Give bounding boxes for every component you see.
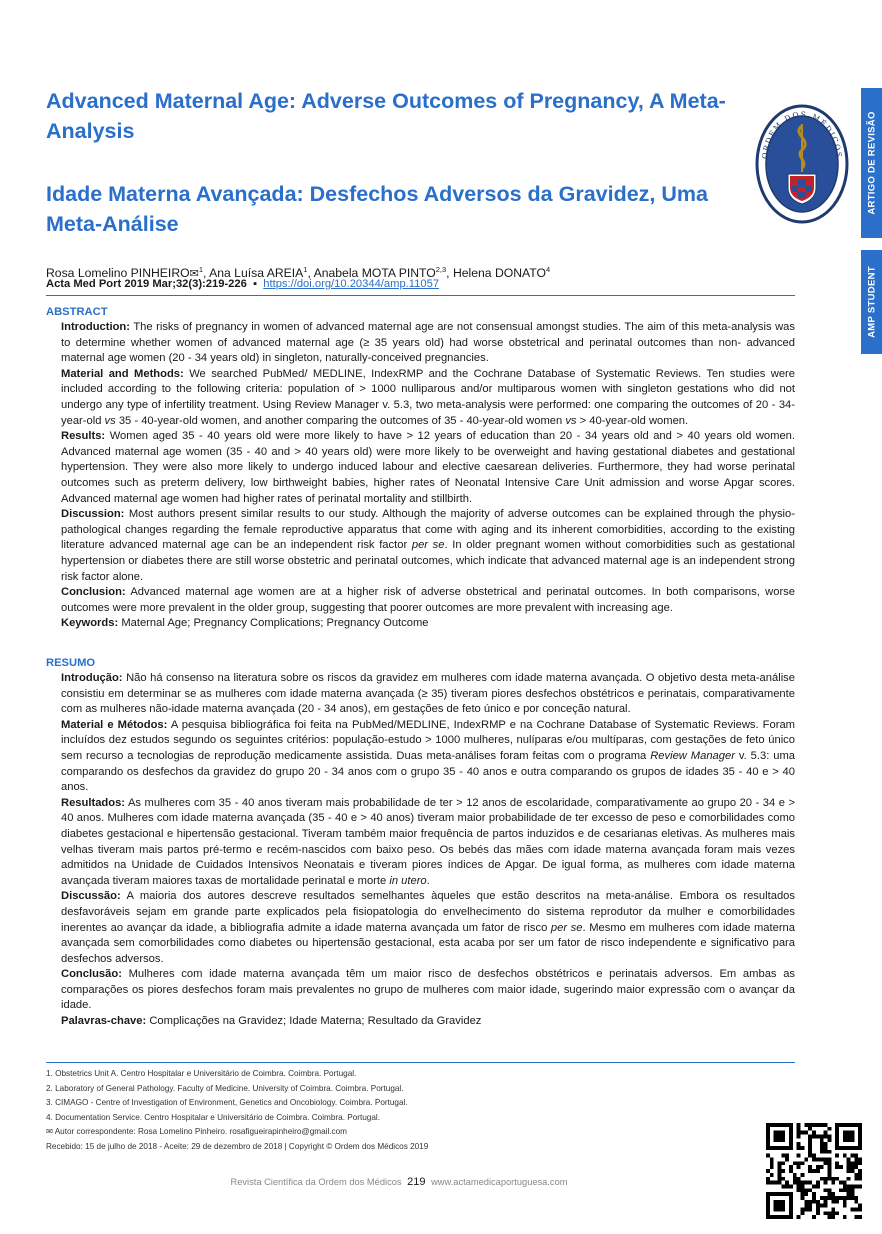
label: Palavras-chave: <box>61 1015 147 1028</box>
label: Material and Methods: <box>61 367 184 380</box>
abstract-introduction <box>61 320 795 367</box>
author-affiliation: 1 <box>303 265 308 274</box>
resumo-metodos <box>61 718 795 796</box>
resumo-palavras-chave <box>61 1014 795 1030</box>
text: > 40-year-old women. <box>576 414 689 427</box>
corresponding-author-text: Autor correspondente: Rosa Lomelino Pinheiro. rosafigueirapinheiro@gmail.com <box>54 1127 348 1137</box>
text: Complicações na Gravidez; Idade Materna; Resultado da Gravidez <box>149 1015 482 1028</box>
abstract-results <box>61 429 795 507</box>
label: Conclusão: <box>61 968 122 981</box>
label: Discussão: <box>61 890 121 903</box>
text-italic: vs <box>104 414 116 427</box>
abstract-conclusion <box>61 585 795 616</box>
abstract-keywords <box>61 616 795 632</box>
text: As mulheres com 35 - 40 anos tiveram mais probabilidade de ter > 12 anos de escolaridade, comparativamente ao grupo 20 - 34 e > 40 anos. Mulheres com idade materna avançada (35 - 40 e > 40 anos) tiveram maior probabilidade de ter excesso de peso e comorbilidades como diabetes gestacional e hipertensão gestacional. Tiveram também maior frequência de partos induzidos e de cesarianas eletivas. As mulheres mais velhas tiveram mais partos pré-termo e recém-nascidos com baixo peso. Os bebés das mães com idade materna avançada foram mais vezes admitidos na Unidade de Cuidados Intensivos Neonatais e tiveram piores índices de Apgar. De igual forma, as mulheres com idade materna avançada tiveram maiores taxas de mortalidade perinatal e morte <box>61 796 795 887</box>
text: Maternal Age; Pregnancy Complications; Pregnancy Outcome <box>121 617 429 630</box>
author-name: Helena DONATO <box>452 266 546 281</box>
page-number: 219 <box>407 1176 426 1188</box>
section-tab-student-label: AMP STUDENT <box>866 266 877 338</box>
abstract-discussion <box>61 507 795 585</box>
abstract-body <box>61 320 795 632</box>
citation-line <box>46 277 806 292</box>
label: Introdução: <box>61 672 123 684</box>
author-name: Anabela MOTA PINTO <box>313 266 436 281</box>
affiliation-footnote: 3. CIMAGO - Centre of Investigation of Environment, Genetics and Oncobiology. Coimbra. Portugal. <box>46 1098 408 1108</box>
author-affiliation: 2,3 <box>435 265 447 274</box>
abstract-methods <box>61 367 795 429</box>
received-accepted-dates: Recebido: 15 de julho de 2018 - Aceite: 29 de dezembro de 2018 | Copyright © Ordem dos Médicos 2019 <box>46 1141 429 1151</box>
citation-separator: ▪ <box>253 278 258 290</box>
text: Advanced maternal age women are at a higher risk of adverse obstetrical and perinatal outcomes. In both comparisons, worse outcomes were more prevalent in the older group, suggesting that poorer outcomes are more prevalent with increasing age. <box>61 586 795 614</box>
text: The risks of pregnancy in women of advanced maternal age are not consensual amongst studies. The aim of this meta-analysis was to determine whether women of advanced maternal age (≥ 35 years old) had worse obstetrical and perinatal outcomes than non- advanced maternal age women (20 - 34 years old) in singleton, naturally-conceived pregnancies. <box>61 321 795 365</box>
seal-ring-text: ORDEM DOS MÉDICOS <box>760 109 844 160</box>
affiliation-footnote: 4. Documentation Service. Centro Hospitalar e Universitário de Coimbra. Coimbra. Portugal. <box>46 1112 381 1122</box>
resumo-body <box>61 671 795 1030</box>
affiliation-footnote: 2. Laboratory of General Pathology. Faculty of Medicine. University of Coimbra. Coimbra. Portugal. <box>46 1083 404 1093</box>
ordem-dos-medicos-seal-icon <box>755 102 849 226</box>
label: Introduction: <box>61 321 130 333</box>
footer-website: www.actamedicaportuguesa.com <box>431 1177 568 1187</box>
affiliation-footnote: 1. Obstetrics Unit A. Centro Hospitalar e Universitário de Coimbra. Coimbra. Portugal. <box>46 1069 357 1078</box>
article-title-portuguese: Idade Materna Avançada: Desfechos Adversos da Gravidez, Uma Meta-Análise <box>46 182 708 236</box>
header-divider <box>46 295 795 296</box>
text: . Mesmo em mulheres com idade materna avançada sem comorbilidades como diabetes ou hipertensão gestacional, esta acaba por ser um fator de risco independente e significativo para desfechos adversos. <box>61 921 796 965</box>
text: Women aged 35 - 40 years old were more likely to have > 12 years of education than 20 - 34 years old and > 40 years old women. Advanced maternal age women (35 - 40 and > 40 years old) were more likely to be overweight and having gestational diabetes and gestational hypertension. They were also more likely to undergo induced labour and elective caesarean deliveries. Furthermore, they had worse perinatal outcomes such as preterm delivery, low birthweight babies, higher rates of Neonatal Intensive Care Unit admission and worse Apgar scores. Advanced maternal age women had higher rates of perinatal mortality and stillbirth. <box>61 430 795 505</box>
label: Material e Métodos: <box>61 718 168 731</box>
text-italic: in utero <box>389 874 427 887</box>
doi-link[interactable]: https://doi.org/10.20344/amp.11057 <box>263 278 440 290</box>
journal-citation: Acta Med Port 2019 Mar;32(3):219-226 <box>46 278 247 290</box>
text: . In older pregnant women without comorbidities such as gestational hypertension or diabetes there are still worse obstetric and perinatal outcomes, which indicate that advanced maternal age is an independent strong risk factor alone. <box>61 539 795 583</box>
article-title-english: Advanced Maternal Age: Adverse Outcomes of Pregnancy, A Meta-Analysis <box>46 89 726 143</box>
resumo-conclusao <box>61 967 795 1014</box>
section-tab-review-article <box>861 88 882 238</box>
text: 35 - 40-year-old women, and another comparing the outcomes of 35 - 40-year-old women <box>115 414 566 427</box>
section-tab-review-label: ARTIGO DE REVISÃO <box>866 111 877 215</box>
qr-code-icon <box>766 1123 862 1219</box>
author-affiliation: 1 <box>198 265 203 274</box>
section-tab-amp-student <box>861 250 882 354</box>
text: . <box>426 874 430 887</box>
resumo-introducao <box>61 671 795 718</box>
resumo-resultados <box>61 796 795 890</box>
author-name: Ana Luísa AREIA <box>209 266 304 281</box>
label: Keywords: <box>61 617 119 630</box>
text-italic: per se <box>411 539 445 552</box>
envelope-icon: ✉ <box>189 268 199 281</box>
envelope-icon: ✉ <box>46 1127 53 1137</box>
text-italic: Review Manager <box>650 749 735 762</box>
author-list: Rosa Lomelino PINHEIRO✉$^1$, Ana Luísa AREIA$^1$, Anabela MOTA PINTO$^{2,3}$, Helena DONATO$^4$ <box>46 265 551 281</box>
abstract-heading: ABSTRACT <box>46 306 108 318</box>
text-italic: vs <box>565 414 577 427</box>
label: Conclusion: <box>61 586 126 599</box>
text: A pesquisa bibliográfica foi feita na PubMed/MEDLINE, IndexRMP e na Cochrane Database of Systematic Reviews. Foram incluídos dez estudos segundo os seguintes critérios: população-estudo > 1000 mulheres, nulíparas e/ou multíparas, com gestações de feto único sem recurso a tecnologias de reprodução medicamente assistida. Duas meta-análises foram feitas com o programa <box>61 718 795 762</box>
footer-journal-name: Revista Científica da Ordem dos Médicos <box>230 1177 402 1187</box>
footnote-divider <box>46 1062 795 1063</box>
page-footer <box>0 1176 798 1188</box>
label: Resultados: <box>61 796 126 809</box>
corresponding-author <box>46 1125 806 1140</box>
text-italic: per se <box>550 921 583 934</box>
label: Discussion: <box>61 508 125 521</box>
text: Most authors present similar results to our study. Although the majority of adverse outcomes can be explained through the physio-pathological changes regarding the female reproductive apparatus that come with aging and its inherent comorbidities, according to the existing literature advanced maternal age can be an independent risk factor <box>61 508 795 552</box>
text: v. 5.3: uma comparando os desfechos da gravidez do grupo 20 - 34 anos com o grupo 35 - 40 anos e outra comparando os grupos de idades 35 - 40 e > 40 anos. <box>61 749 795 794</box>
label: Results: <box>61 430 106 443</box>
footnotes <box>46 1067 806 1155</box>
text: Mulheres com idade materna avançada têm um maior risco de desfechos obstétricos e perinatais adversos. Em ambas as comparações os piores desfechos foram mais prevalentes no grupo de mulheres com maior idade, sugerindo maior expressão com o avançar da idade. <box>61 968 796 1012</box>
text: Não há consenso na literatura sobre os riscos da gravidez em mulheres com idade materna avançada. O objetivo desta meta-análise consistiu em determinar se as mulheres com idade materna avançada (≥ 35) tiveram piores desfechos obstétricos e perinatais, comparativamente com as mulheres não-idade materna avançada (20 - 34 anos), em gestações de feto único e por conceção natural. <box>61 672 795 716</box>
resumo-heading: RESUMO <box>46 657 96 669</box>
text: We searched PubMed/ MEDLINE, IndexRMP and the Cochrane Database of Systematic Reviews. Ten studies were included according to the following criteria: population of > 1000 nulliparous and/or multiparous women with singleton gestations who did not undergo any type of infertility treatment. Using Review Manager v. 5.3, two meta-analysis were performed: one comparing the outcomes of 20 - 34-year-old <box>61 367 795 427</box>
resumo-discussao <box>61 889 795 967</box>
text: A maioria dos autores descreve resultados semelhantes àqueles que estão descritos na meta-análise. Embora os resultados desfavoráveis sejam em grande parte explicados pela fisiopatologia do envelhecimento do sistema reprodutor da mulher e comorbilidades inerentes ao avançar da idade, a bibliografia admite a idade materna avançada um fator de risco <box>61 890 795 934</box>
author-name: Rosa Lomelino PINHEIRO <box>46 266 190 281</box>
author-affiliation: 4 <box>545 265 551 274</box>
